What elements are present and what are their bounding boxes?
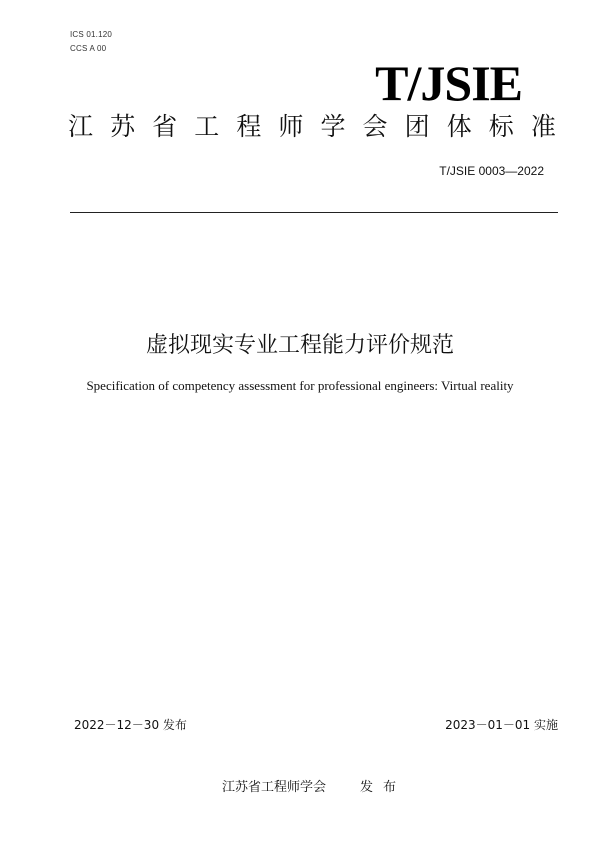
heading-char: 省 bbox=[152, 112, 178, 141]
document-title-chinese: 虚拟现实专业工程能力评价规范 bbox=[145, 333, 454, 358]
heading-char: 团 bbox=[404, 112, 430, 141]
issue-date: 2022－12－30 发布 bbox=[74, 718, 187, 732]
heading-char: 程 bbox=[236, 112, 262, 141]
publish-label: 发布 bbox=[360, 780, 407, 795]
standard-number: T/JSIE 0003—2022 bbox=[439, 164, 544, 178]
heading-char: 苏 bbox=[110, 112, 136, 141]
ics-code: ICS 01.120 bbox=[70, 30, 113, 39]
organization-standard-heading bbox=[68, 112, 556, 142]
heading-char: 标 bbox=[488, 112, 514, 141]
ccs-code: CCS A 00 bbox=[70, 44, 107, 53]
document-title-english: Specification of competency assessment for professional engineers: Virtual reality bbox=[86, 378, 514, 393]
heading-char: 江 bbox=[68, 112, 94, 141]
heading-char: 师 bbox=[278, 112, 304, 141]
divider-line bbox=[70, 212, 558, 213]
heading-char: 体 bbox=[446, 112, 472, 141]
heading-char: 工 bbox=[194, 112, 220, 141]
heading-char: 会 bbox=[362, 112, 388, 141]
publisher-name: 江苏省工程师学会 bbox=[222, 780, 327, 795]
heading-char: 学 bbox=[320, 112, 346, 141]
implementation-date: 2023－01－01 实施 bbox=[445, 718, 558, 732]
heading-char: 准 bbox=[530, 112, 556, 141]
standard-logo: T/JSIE bbox=[375, 55, 522, 111]
